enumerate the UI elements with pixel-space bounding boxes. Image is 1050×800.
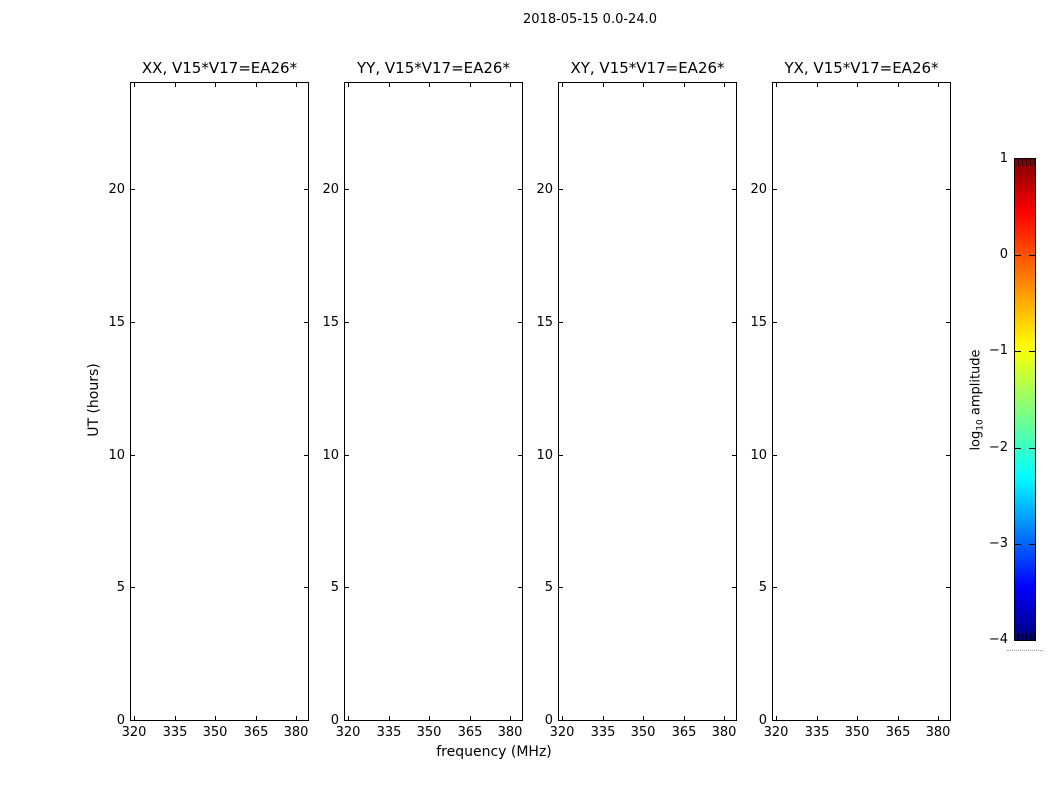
y-tick [345, 455, 349, 456]
colorbar-end-hatch [1018, 159, 1019, 166]
y-tick [518, 189, 522, 190]
x-tick [857, 83, 858, 87]
y-tick-label: 0 [330, 713, 339, 728]
y-tick [304, 189, 308, 190]
x-tick-label: 350 [416, 725, 442, 740]
colorbar-tick-label: −4 [988, 632, 1008, 647]
x-tick-label: 365 [243, 725, 269, 740]
y-tick-label: 0 [116, 713, 125, 728]
colorbar-end-hatch [1022, 633, 1023, 640]
y-tick [131, 455, 135, 456]
x-tick [603, 716, 604, 720]
y-tick-label: 20 [322, 182, 339, 197]
colorbar-tick [1029, 351, 1035, 352]
colorbar-label-subscript: 10 [975, 419, 986, 431]
colorbar-label [969, 349, 986, 450]
x-tick [510, 83, 511, 87]
subplot-xx [108, 59, 309, 740]
x-axis-label: frequency (MHz) [436, 744, 552, 760]
x-tick-label: 335 [376, 725, 402, 740]
y-tick-label: 5 [758, 580, 767, 595]
y-tick-label: 10 [322, 448, 339, 463]
x-tick-label: 335 [804, 725, 830, 740]
x-tick [175, 83, 176, 87]
y-axis-label: UT (hours) [86, 363, 102, 437]
y-tick [732, 189, 736, 190]
x-tick-label: 320 [763, 725, 789, 740]
y-tick-label: 15 [750, 315, 767, 330]
y-tick-label: 15 [108, 315, 125, 330]
x-tick-label: 380 [711, 725, 737, 740]
colorbar-label-pre: log [968, 430, 984, 451]
subplot-title-yx: YX, V15*V17=EA26* [784, 59, 939, 77]
y-tick [304, 322, 308, 323]
x-tick [857, 716, 858, 720]
y-tick-label: 10 [536, 448, 553, 463]
y-tick [559, 455, 563, 456]
colorbar-end-hatch [1030, 159, 1031, 166]
y-tick [946, 189, 950, 190]
x-tick [562, 83, 563, 87]
y-tick [345, 587, 349, 588]
y-tick [304, 587, 308, 588]
y-tick-label: 20 [750, 182, 767, 197]
colorbar-tick [1015, 448, 1021, 449]
y-tick-label: 15 [536, 315, 553, 330]
y-tick [345, 322, 349, 323]
x-tick [643, 83, 644, 87]
x-tick-label: 320 [121, 725, 147, 740]
y-tick-label: 5 [544, 580, 553, 595]
colorbar-tick [1015, 255, 1021, 256]
x-tick-label: 380 [497, 725, 523, 740]
subplot-title-xx: XX, V15*V17=EA26* [141, 59, 298, 77]
colorbar-bottom-dotted-line [1007, 650, 1043, 651]
y-tick [304, 455, 308, 456]
x-tick [256, 83, 257, 87]
y-tick [732, 587, 736, 588]
x-tick-label: 350 [630, 725, 656, 740]
x-tick [724, 716, 725, 720]
subplot-yy [322, 59, 523, 740]
y-tick-label: 20 [108, 182, 125, 197]
y-tick [518, 322, 522, 323]
x-tick-label: 365 [457, 725, 483, 740]
subplot-title-xy: XY, V15*V17=EA26* [570, 59, 725, 77]
y-tick-label: 20 [536, 182, 553, 197]
y-tick [131, 587, 135, 588]
y-tick-label: 10 [750, 448, 767, 463]
colorbar-end-hatch [1018, 633, 1019, 640]
y-tick-label: 10 [108, 448, 125, 463]
colorbar-end-hatch [1022, 159, 1023, 166]
colorbar-tick-label: −2 [988, 440, 1008, 455]
y-tick [518, 455, 522, 456]
colorbar-tick-label: 1 [999, 151, 1008, 166]
y-tick [559, 189, 563, 190]
x-tick [898, 716, 899, 720]
x-tick [510, 716, 511, 720]
y-tick-label: 5 [330, 580, 339, 595]
x-tick [603, 83, 604, 87]
colorbar-tick-label: −1 [988, 343, 1008, 358]
colorbar-tick-label: −3 [988, 536, 1008, 551]
y-tick [131, 322, 135, 323]
x-tick [175, 716, 176, 720]
x-tick [643, 716, 644, 720]
x-tick [134, 716, 135, 720]
y-tick-label: 15 [322, 315, 339, 330]
x-tick [776, 716, 777, 720]
x-tick [817, 83, 818, 87]
x-tick-label: 320 [335, 725, 361, 740]
x-tick [429, 83, 430, 87]
y-tick [773, 587, 777, 588]
x-tick [684, 83, 685, 87]
x-tick [348, 83, 349, 87]
y-tick [773, 455, 777, 456]
x-tick-label: 380 [925, 725, 951, 740]
x-tick-label: 380 [283, 725, 309, 740]
y-tick [773, 189, 777, 190]
x-tick [256, 716, 257, 720]
x-tick [348, 716, 349, 720]
y-tick [946, 455, 950, 456]
x-tick-label: 320 [549, 725, 575, 740]
x-tick [776, 83, 777, 87]
y-tick [559, 322, 563, 323]
x-tick-label: 350 [844, 725, 870, 740]
x-tick [215, 83, 216, 87]
colorbar-end-hatch [1034, 159, 1035, 166]
y-tick [345, 189, 349, 190]
subplot-title-yy: YY, V15*V17=EA26* [357, 59, 510, 77]
x-tick [389, 716, 390, 720]
x-tick [389, 83, 390, 87]
x-tick-label: 350 [202, 725, 228, 740]
x-tick [562, 716, 563, 720]
colorbar-end-hatch [1026, 159, 1027, 166]
x-tick [684, 716, 685, 720]
x-tick-label: 365 [885, 725, 911, 740]
y-tick-label: 5 [116, 580, 125, 595]
y-tick-label: 0 [544, 713, 553, 728]
colorbar-end-hatch [1026, 633, 1027, 640]
colorbar [1014, 158, 1036, 641]
x-tick [938, 716, 939, 720]
y-tick [559, 587, 563, 588]
x-tick [429, 716, 430, 720]
colorbar-tick [1029, 544, 1035, 545]
x-tick [817, 716, 818, 720]
y-tick [518, 587, 522, 588]
x-tick [296, 716, 297, 720]
y-tick [732, 322, 736, 323]
y-tick [946, 587, 950, 588]
colorbar-tick-label: 0 [999, 247, 1008, 262]
colorbar-tick [1029, 255, 1035, 256]
colorbar-end-hatch [1030, 633, 1031, 640]
colorbar-end-hatch [1034, 633, 1035, 640]
colorbar-label-post: amplitude [968, 349, 984, 420]
x-tick [898, 83, 899, 87]
colorbar-tick [1029, 448, 1035, 449]
x-tick [134, 83, 135, 87]
y-tick [732, 455, 736, 456]
colorbar-tick [1015, 351, 1021, 352]
x-tick [215, 716, 216, 720]
colorbar-tick [1015, 544, 1021, 545]
x-tick [724, 83, 725, 87]
subplot-xy [536, 59, 737, 740]
y-tick [131, 189, 135, 190]
figure-suptitle: 2018-05-15 0.0-24.0 [523, 12, 657, 27]
x-tick [938, 83, 939, 87]
y-tick [946, 322, 950, 323]
x-tick [470, 716, 471, 720]
x-tick [470, 83, 471, 87]
x-tick [296, 83, 297, 87]
subplot-yx [750, 59, 951, 740]
x-tick-label: 365 [671, 725, 697, 740]
y-tick-label: 0 [758, 713, 767, 728]
x-tick-label: 335 [162, 725, 188, 740]
y-tick [773, 322, 777, 323]
x-tick-label: 335 [590, 725, 616, 740]
